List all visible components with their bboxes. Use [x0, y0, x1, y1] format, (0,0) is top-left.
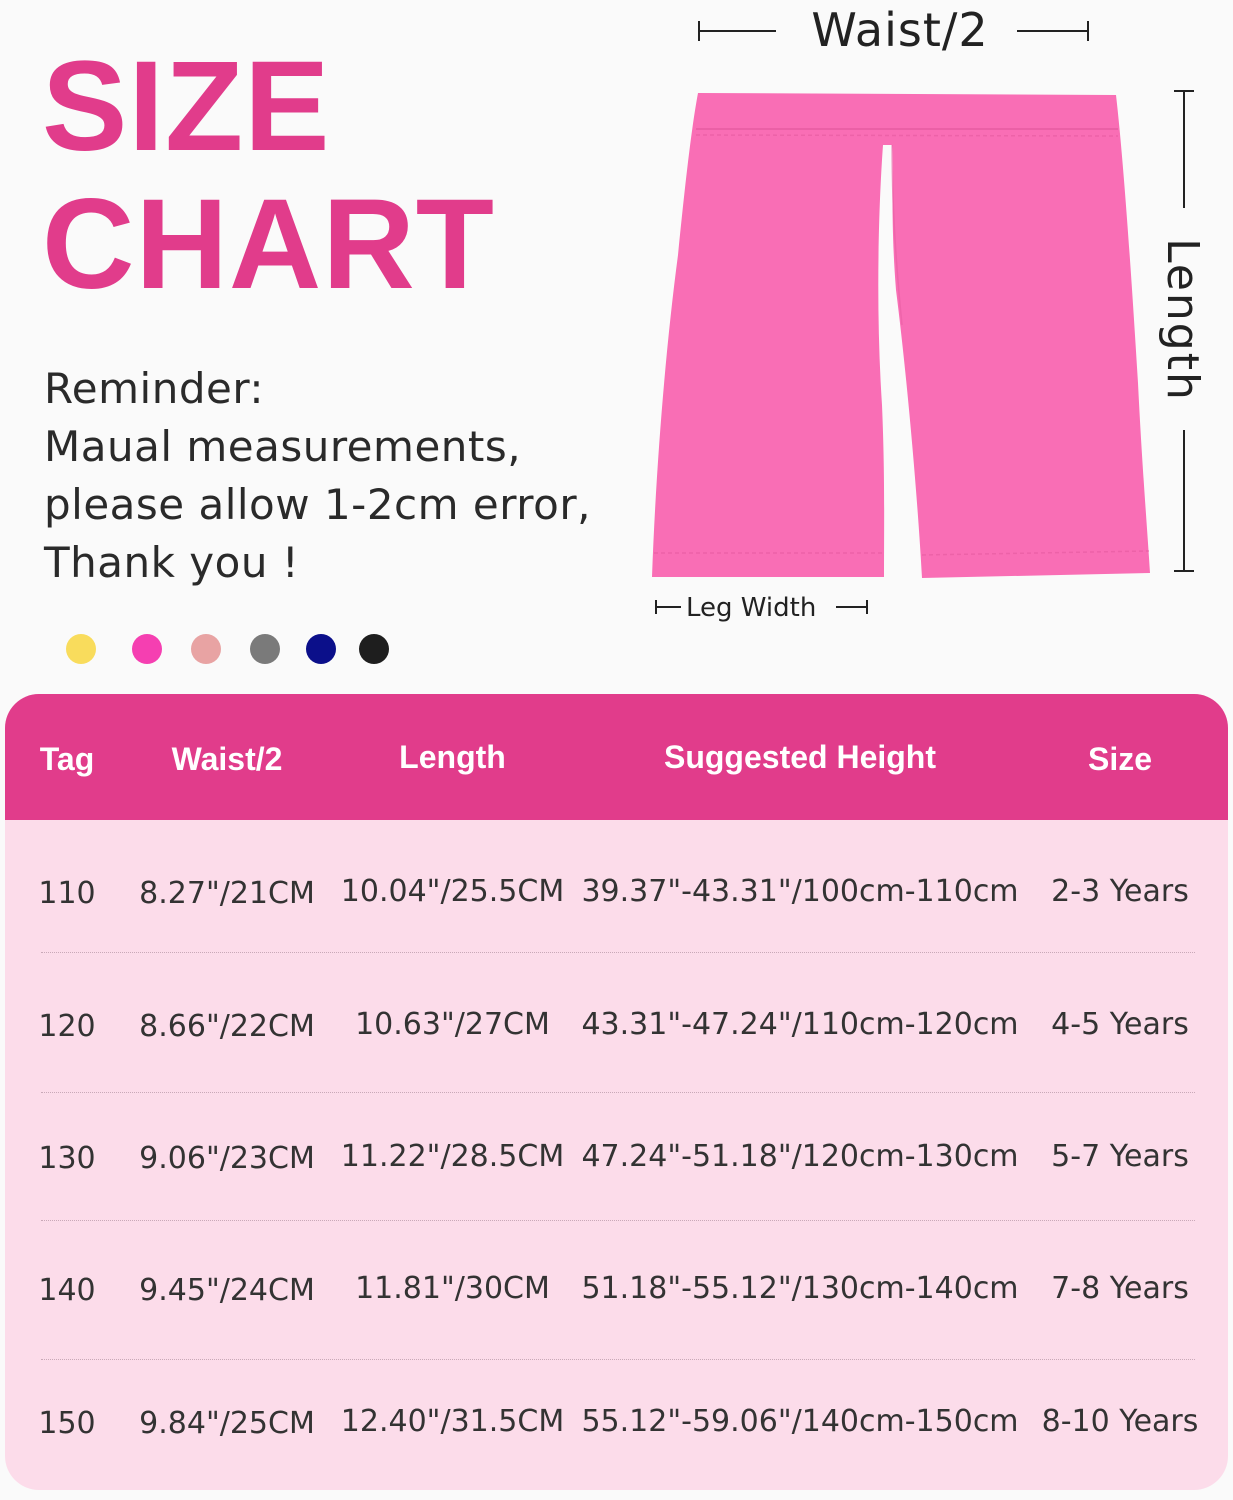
shorts-image [640, 85, 1160, 585]
cell-waist: 9.45"/24CM [139, 1273, 315, 1308]
cell-tag: 140 [38, 1273, 96, 1308]
cell-size: 5-7 Years [1051, 1139, 1189, 1174]
length-line-top [1183, 90, 1185, 208]
waist-line-right [1017, 30, 1089, 32]
leg-width-tick-right [866, 600, 868, 614]
color-swatch-gray[interactable] [250, 634, 280, 664]
cell-length: 10.04"/25.5CM [340, 874, 565, 909]
cell-waist: 9.06"/23CM [139, 1141, 315, 1176]
table-header [5, 694, 1228, 820]
color-swatch-navy[interactable] [306, 634, 336, 664]
title-line-2: CHART [42, 173, 495, 316]
cell-suggested-height: 51.18"-55.12"/130cm-140cm [581, 1271, 1019, 1306]
cell-waist: 8.66"/22CM [139, 1009, 315, 1044]
reminder-line-1: Maual measurements, [44, 422, 522, 471]
cell-size: 2-3 Years [1051, 874, 1189, 909]
waist-tick-right [1087, 21, 1089, 41]
row-divider [41, 1092, 1195, 1093]
color-swatch-peach[interactable] [191, 634, 221, 664]
waistband-stitch [696, 135, 1118, 136]
size-table [5, 694, 1228, 1490]
cell-waist: 8.27"/21CM [139, 876, 315, 911]
row-divider [41, 1220, 1195, 1221]
leg-width-line-left [655, 606, 681, 608]
color-swatch-black[interactable] [359, 634, 389, 664]
row-divider [41, 1359, 1195, 1360]
length-tick-bottom [1174, 570, 1194, 572]
reminder-line-3: Thank you ! [44, 538, 300, 587]
cell-length: 10.63"/27CM [355, 1007, 550, 1042]
length-label: Length [1157, 238, 1208, 402]
header-tag: Tag [39, 741, 95, 777]
length-line-bottom [1183, 430, 1185, 572]
cell-suggested-height: 39.37"-43.31"/100cm-110cm [581, 874, 1019, 909]
leg-width-label: Leg Width [686, 593, 817, 623]
header-suggested-height: Suggested Height [663, 739, 936, 775]
color-swatch-pink[interactable] [132, 634, 162, 664]
cell-waist: 9.84"/25CM [139, 1406, 315, 1441]
cell-suggested-height: 43.31"-47.24"/110cm-120cm [581, 1007, 1019, 1042]
cell-length: 11.81"/30CM [355, 1271, 550, 1306]
page-title [42, 35, 495, 316]
header-length: Length [399, 739, 506, 775]
title-line-1: SIZE [42, 35, 331, 178]
reminder-line-2: please allow 1-2cm error, [44, 480, 591, 529]
reminder-note [44, 360, 591, 592]
reminder-heading: Reminder: [44, 364, 265, 413]
cell-tag: 130 [38, 1141, 96, 1176]
cell-length: 12.40"/31.5CM [340, 1404, 565, 1439]
cell-length: 11.22"/28.5CM [340, 1139, 565, 1174]
color-swatch-yellow[interactable] [66, 634, 96, 664]
header-size: Size [1087, 741, 1153, 777]
cell-tag: 120 [38, 1009, 96, 1044]
cell-tag: 110 [38, 876, 96, 911]
waist-label: Waist/2 [811, 3, 989, 57]
cell-suggested-height: 55.12"-59.06"/140cm-150cm [581, 1404, 1019, 1439]
cell-tag: 150 [38, 1406, 96, 1441]
cell-size: 4-5 Years [1051, 1007, 1189, 1042]
cell-size: 7-8 Years [1051, 1271, 1189, 1306]
header-waist: Waist/2 [171, 741, 283, 777]
waist-line-left [698, 30, 776, 32]
cell-suggested-height: 47.24"-51.18"/120cm-130cm [581, 1139, 1019, 1174]
cell-size: 8-10 Years [1041, 1404, 1199, 1439]
row-divider [41, 952, 1195, 953]
leg-width-line-right [836, 606, 868, 608]
shorts-body [652, 93, 1150, 578]
